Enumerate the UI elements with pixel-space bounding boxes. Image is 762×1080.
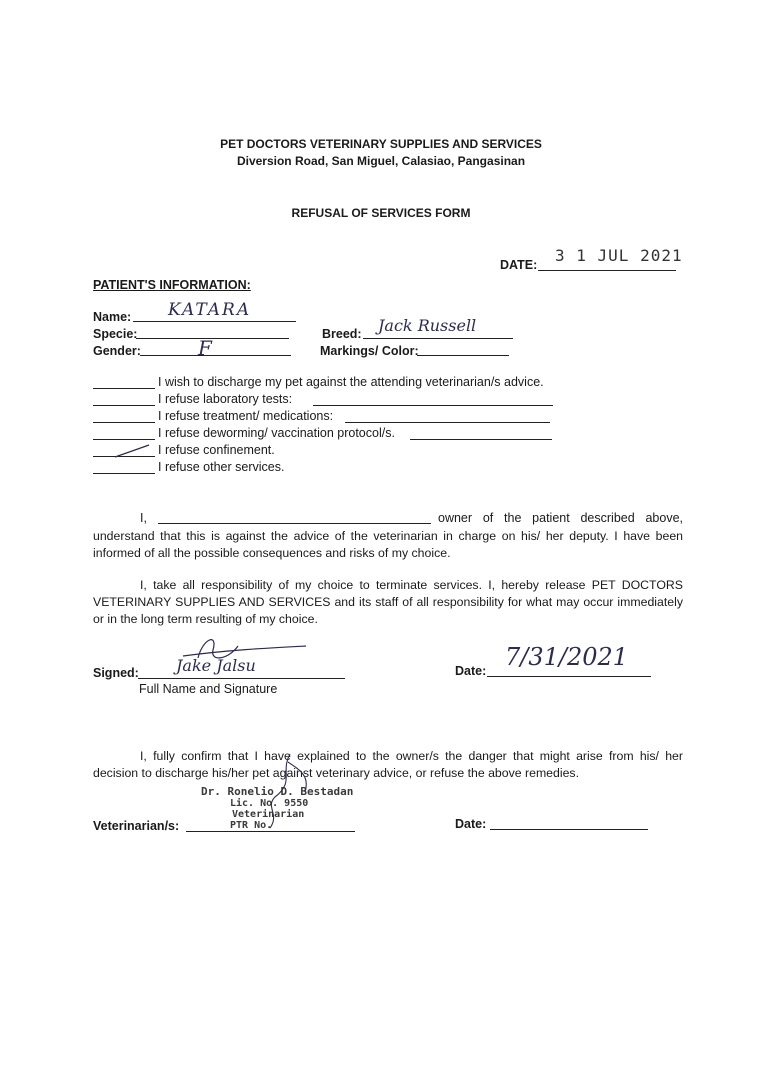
- option-text: I refuse deworming/ vaccination protocol/s.: [158, 426, 395, 440]
- para1-rest: owner of the patient described above,: [438, 511, 683, 525]
- vet-stamp-lic: Lic. No. 9550: [230, 798, 309, 809]
- signed-label: Signed:: [93, 666, 139, 680]
- option-text: I refuse laboratory tests:: [158, 392, 293, 406]
- vet-date-line: [490, 829, 648, 830]
- veterinarian-line: [186, 831, 355, 832]
- para3: I, fully confirm that I have explained to the owner/s the danger that might arise from his/ her decision to discharge his/her pet against veterinary advice, or refuse the above remedies.: [93, 749, 683, 780]
- full-name-label: Full Name and Signature: [139, 682, 278, 696]
- date-stamp: 3 1 JUL 2021: [555, 246, 683, 265]
- option-text: I refuse treatment/ medications:: [158, 409, 334, 423]
- para1-start: I,: [140, 511, 147, 525]
- form-title: REFUSAL OF SERVICES FORM: [291, 206, 471, 220]
- breed-value: Jack Russell: [378, 316, 477, 335]
- specie-label: Specie:: [93, 327, 138, 341]
- veterinarian-label: Veterinarian/s:: [93, 819, 180, 833]
- date-label: DATE:: [500, 258, 538, 272]
- para1-body: understand that this is against the advice of the veterinarian in charge on his/ her deputy. I have been informed of all the possible consequences and risks of my choice.: [93, 529, 683, 560]
- markings-line: [417, 355, 509, 356]
- company-name: PET DOCTORS VETERINARY SUPPLIES AND SERVICES: [220, 137, 542, 151]
- check-mark-icon: [113, 443, 153, 459]
- option-text: I refuse confinement.: [158, 443, 275, 457]
- signed-value: Jake Jalsu: [176, 656, 256, 675]
- vet-stamp-ptr: PTR No.: [230, 820, 273, 831]
- company-address: Diversion Road, San Miguel, Calasiao, Pangasinan: [236, 154, 526, 168]
- option-text: I wish to discharge my pet against the attending veterinarian/s advice.: [158, 375, 544, 389]
- name-line: [133, 321, 296, 322]
- para2: I, take all responsibility of my choice to terminate services. I, hereby release PET DOCTORS VETERINARY SUPPLIES AND SERVICES and its staff of all responsibility for what may occur immediately or in the long term resulting of my choice.: [93, 578, 683, 626]
- name-label: Name:: [93, 310, 132, 324]
- vet-stamp-title: Veterinarian: [232, 809, 305, 820]
- sign-date-label: Date:: [455, 664, 487, 678]
- vet-stamp-name: Dr. Ronelio D. Bestadan: [201, 785, 354, 798]
- option-blank: [93, 388, 155, 389]
- name-value: KATARA: [168, 300, 252, 320]
- date-line: [538, 270, 676, 271]
- gender-label: Gender:: [93, 344, 141, 358]
- breed-line: [363, 338, 513, 339]
- option-blank: [93, 422, 155, 423]
- gender-line: [140, 355, 291, 356]
- option-detail-line: [410, 439, 552, 440]
- specie-line: [136, 338, 289, 339]
- gender-value: F: [198, 336, 212, 360]
- vet-signature-scribble: [250, 752, 330, 832]
- vet-date-label: Date:: [455, 817, 487, 831]
- option-text: I refuse other services.: [158, 460, 285, 474]
- markings-label: Markings/ Color:: [320, 344, 419, 358]
- patient-section-title: PATIENT'S INFORMATION:: [93, 278, 251, 292]
- sign-date-line: [487, 676, 651, 677]
- sign-date-value: 7/31/2021: [505, 643, 629, 671]
- option-blank: [93, 439, 155, 440]
- breed-label: Breed:: [322, 327, 362, 341]
- option-detail-line: [345, 422, 550, 423]
- option-blank: [93, 405, 155, 406]
- owner-name-line: [158, 523, 431, 524]
- option-detail-line: [313, 405, 553, 406]
- option-blank: [93, 473, 155, 474]
